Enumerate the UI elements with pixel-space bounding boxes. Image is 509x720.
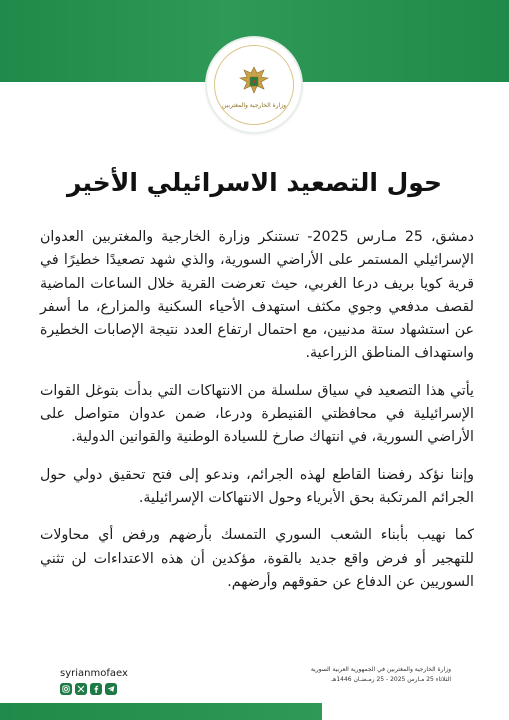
facebook-icon[interactable]: [90, 683, 102, 695]
paragraph-1: دمشق، 25 مـارس 2025- تستنكر وزارة الخارجية والمغتربين العدوان الإسرائيلي المستمر على الأراضي السورية، والذي شهد تصعيدًا خطيرًا في قرية كويا بريف درعا الغربي، حيث تعرضت القرية خلال الساعات الماضية لقصف مدفعي وجوي مكثف استهدف الأحياء السكنية والمزارع، ما أسفر عن استشهاد ستة مدنيين، مع احتمال ارتفاع العدد نتيجة الإصابات الخطيرة واستهداف المناطق الزراعية.: [40, 229, 474, 362]
page-title: حول التصعيد الاسرائيلي الأخير: [67, 168, 442, 197]
footer-band: [0, 703, 322, 720]
paragraph-2: يأتي هذا التصعيد في سياق سلسلة من الانتهاكات التي بدأت بتوغل القوات الإسرائيلية في محافظتي القنيطرة ودرعا، ضمن عدوان متواصل على الأراضي السورية، في انتهاك صارخ للسيادة الوطنية والقوانين الدولية.: [40, 382, 474, 446]
social-handle[interactable]: syrianmofaex: [60, 668, 128, 679]
x-icon[interactable]: [75, 683, 87, 695]
footer-issuer-block: [301, 665, 451, 685]
paragraph-3: وإننا نؤكد رفضنا القاطع لهذه الجرائم، وندعو إلى فتح تحقيق دولي حول الجرائم المرتكبة بحق الأبرياء وحول الانتهاكات الإسرائيلية.: [40, 466, 474, 506]
ministry-emblem: [207, 38, 301, 132]
eagle-emblem-icon: [234, 61, 274, 101]
telegram-icon[interactable]: [105, 683, 117, 695]
footer-issuer: وزارة الخارجية والمغتربين في الجمهورية العربية السورية: [310, 666, 451, 673]
instagram-icon[interactable]: [60, 683, 72, 695]
emblem-caption: وزارة الخارجية والمغتربين: [221, 102, 287, 109]
paragraph-4: كما نهيب بأبناء الشعب السوري التمسك بأرضهم ورفض أي محاولات للتهجير أو فرض واقع جديد بالقوة، مؤكدين أن هذه الاعتداءات لن تثني السوريين عن الدفاع عن حقوقهم وأرضهم.: [40, 527, 474, 590]
emblem-ring: [214, 45, 294, 125]
footer-date: الثلاثاء 25 مـارس 2025 - 25 رمـضـان 1446هـ: [331, 676, 451, 683]
statement-body: [40, 226, 474, 608]
social-icons: [60, 683, 117, 695]
